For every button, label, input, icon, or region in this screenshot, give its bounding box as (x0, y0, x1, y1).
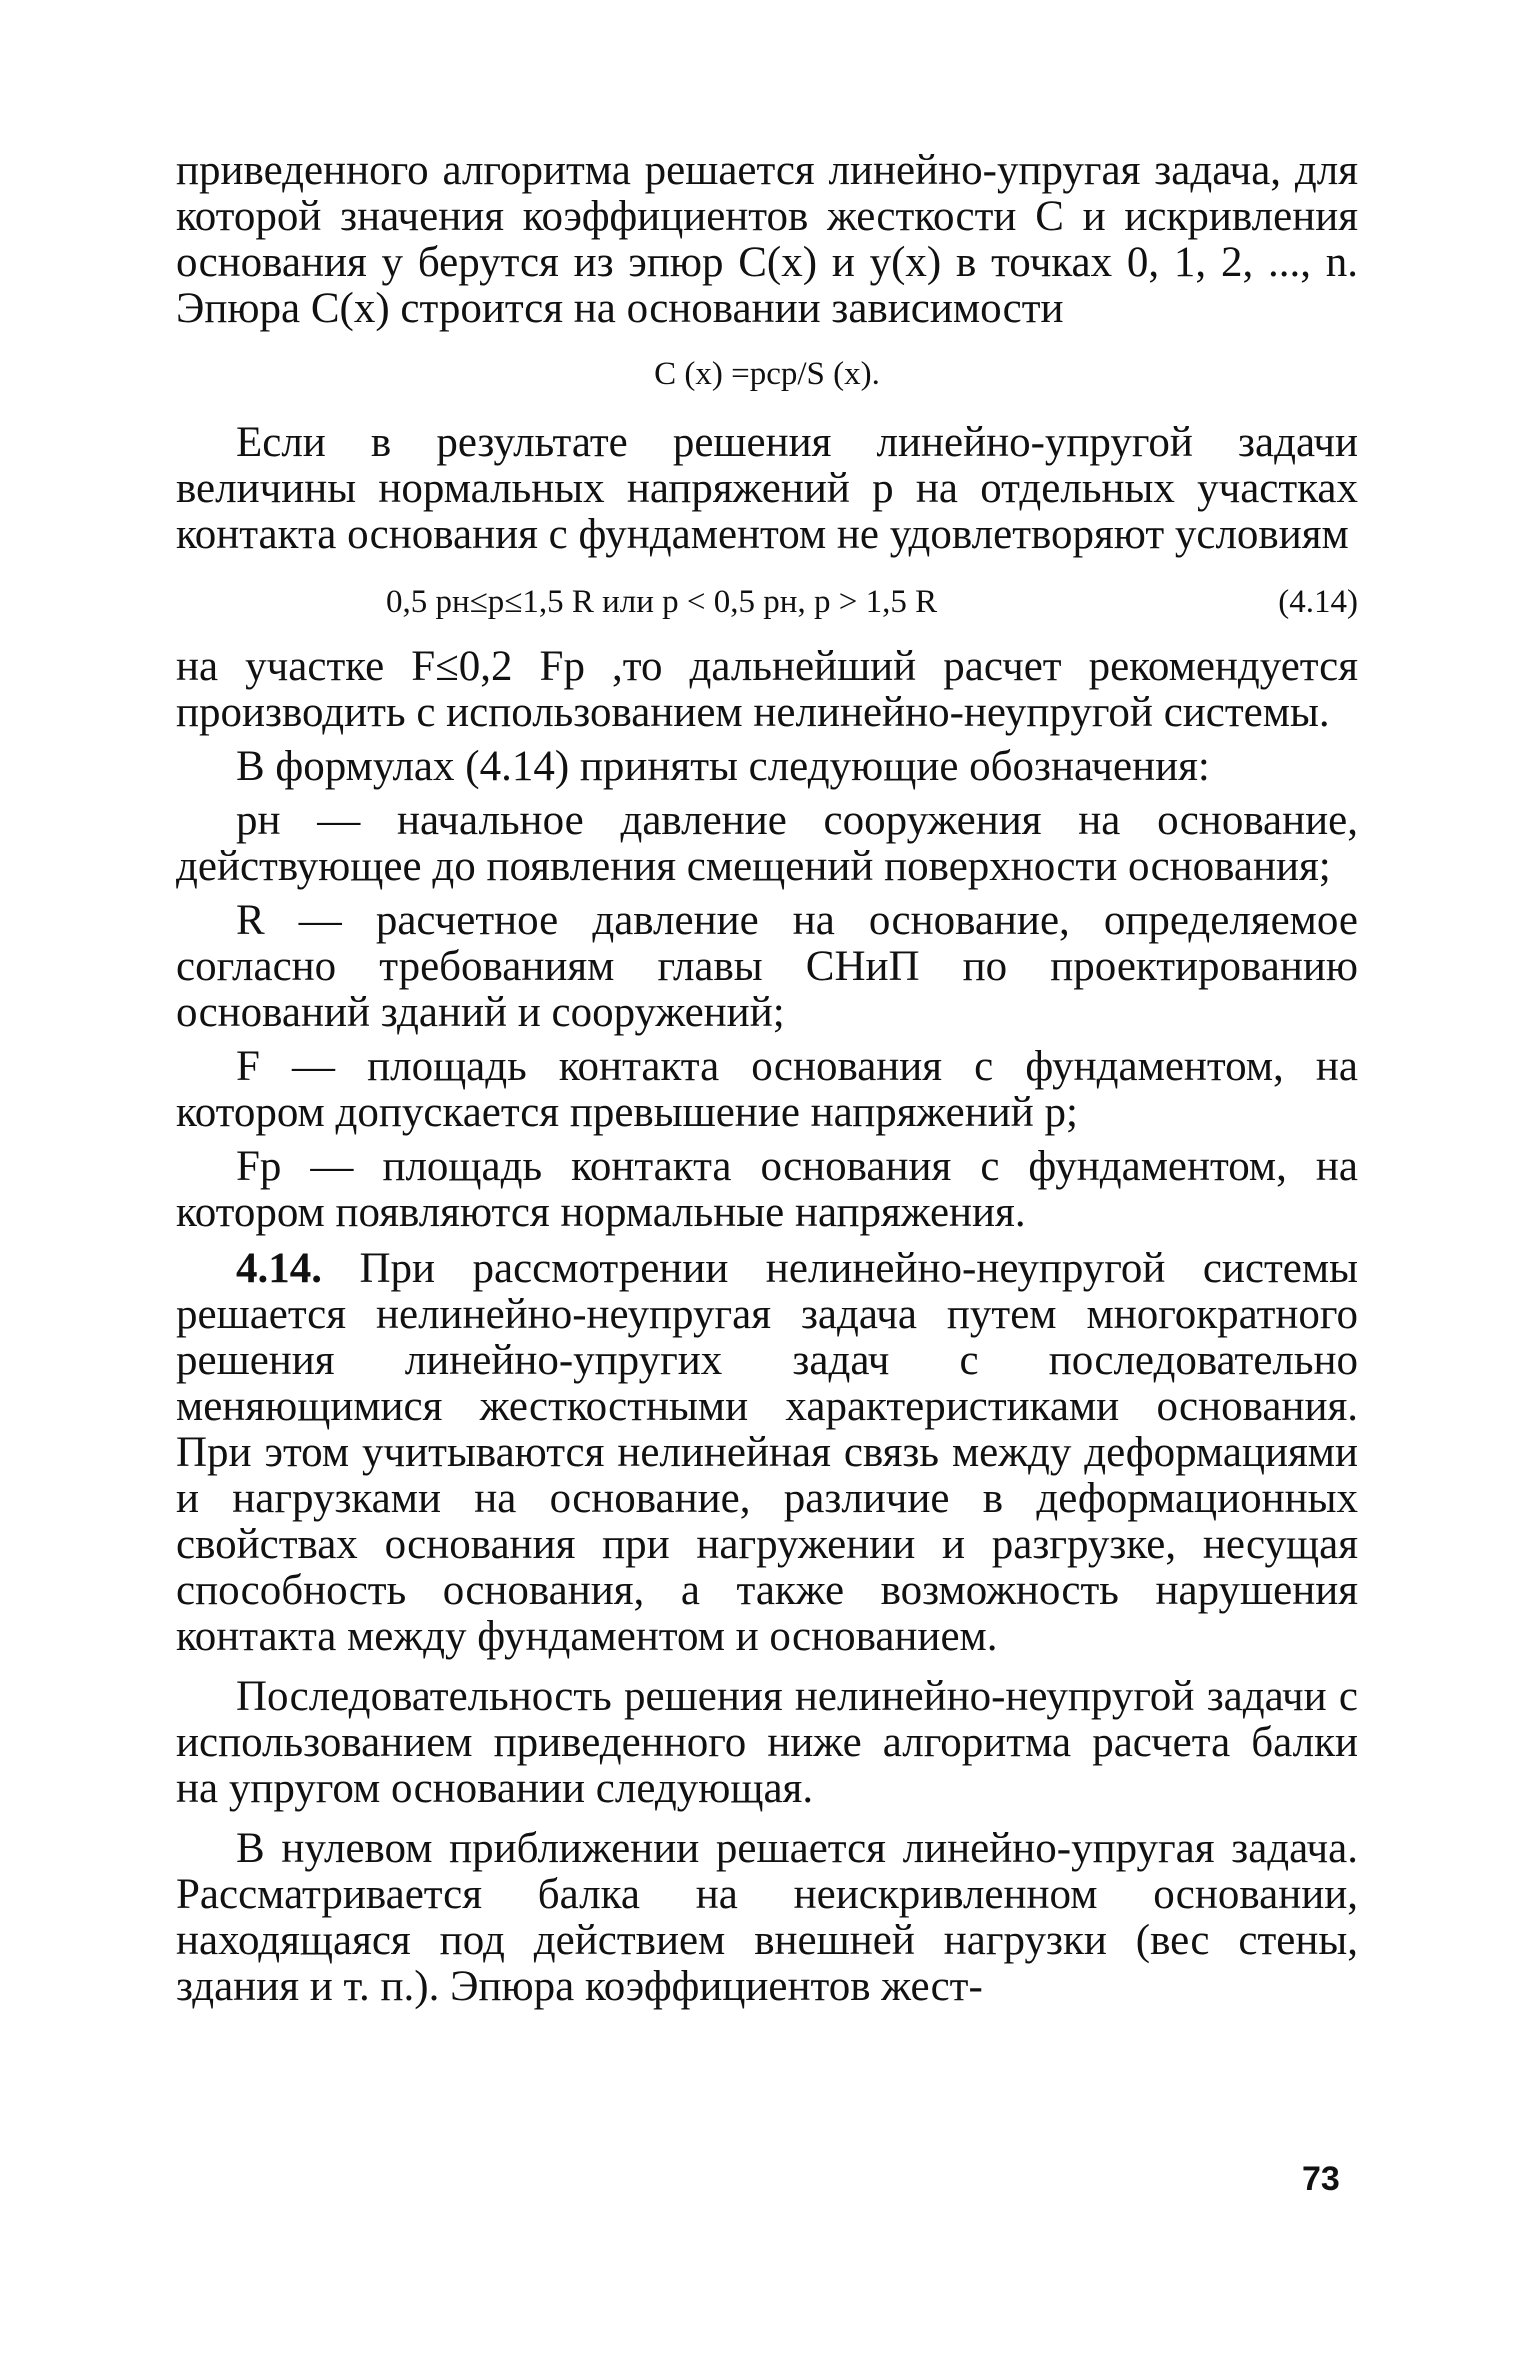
paragraph-notation-intro: В формулах (4.14) приняты следующие обозначения: (236, 743, 1210, 790)
definition-r: R — расчетное давление на основание, определяемое согласно требованиям главы СНиП по проектированию оснований зданий и сооружений; (176, 897, 1358, 1036)
definition-f: F — площадь контакта основания с фундаментом, на котором допускается превышение напряжений p; (176, 1043, 1358, 1136)
section-text: При рассмотрении нелинейно-неупругой системы решается нелинейно-неупругая задача путем многократного решения линейно-упругих задач с последовательно меняющимися жесткостными характеристиками основания. При этом учитываются нелинейная связь между деформациями и нагрузками на основание, различие в деформационных свойствах основания при нагружении и разгрузке, несущая способность основания, а также возможность нарушения контакта между фундаментом и основанием. (176, 1245, 1358, 1660)
formula-number: (4.14) (1278, 584, 1358, 620)
formula-c-of-x: C (x) =pср/S (x). (654, 356, 880, 392)
formula-expression: 0,5 pн≤p≤1,5 R или p < 0,5 pн, p > 1,5 R (386, 584, 938, 620)
page-body (176, 148, 1358, 2010)
paragraph-zero-approximation: В нулевом приближении решается линейно-упругая задача. Рассматривается балка на неискривленном основании, находящаяся под действием внешней нагрузки (вес стены, здания и т. п.). Эпюра коэффициентов жест- (176, 1825, 1358, 2010)
section-4-14 (176, 1246, 1358, 1660)
paragraph-conditions: Если в результате решения линейно-упругой задачи величины нормальных напряжений p на отдельных участках контакта основания с фундаментом не удовлетворяют условиям (176, 419, 1358, 558)
page-number: 73 (1302, 2160, 1340, 2198)
paragraph-sequence: Последовательность решения нелинейно-неупругой задачи с использованием приведенного ниже алгоритма расчета балки на упругом основании следующая. (176, 1673, 1358, 1812)
paragraph-continuation: приведенного алгоритма решается линейно-упругая задача, для которой значения коэффициентов жесткости C и искривления основания y берутся из эпюр C(x) и y(x) в точках 0, 1, 2, ..., n. Эпюра C(x) строится на основании зависимости (176, 147, 1358, 332)
section-number: 4.14. (236, 1245, 322, 1292)
definition-pn: pн — начальное давление сооружения на основание, действующее до появления смещений поверхности основания; (176, 797, 1358, 890)
definition-fp: Fр — площадь контакта основания с фундаментом, на котором появляются нормальные напряжения. (176, 1143, 1358, 1236)
paragraph-recommendation: на участке F≤0,2 Fр ,то дальнейший расчет рекомендуется производить с использованием нелинейно-неупругой системы. (176, 643, 1358, 736)
formula-4-14 (176, 582, 1358, 622)
